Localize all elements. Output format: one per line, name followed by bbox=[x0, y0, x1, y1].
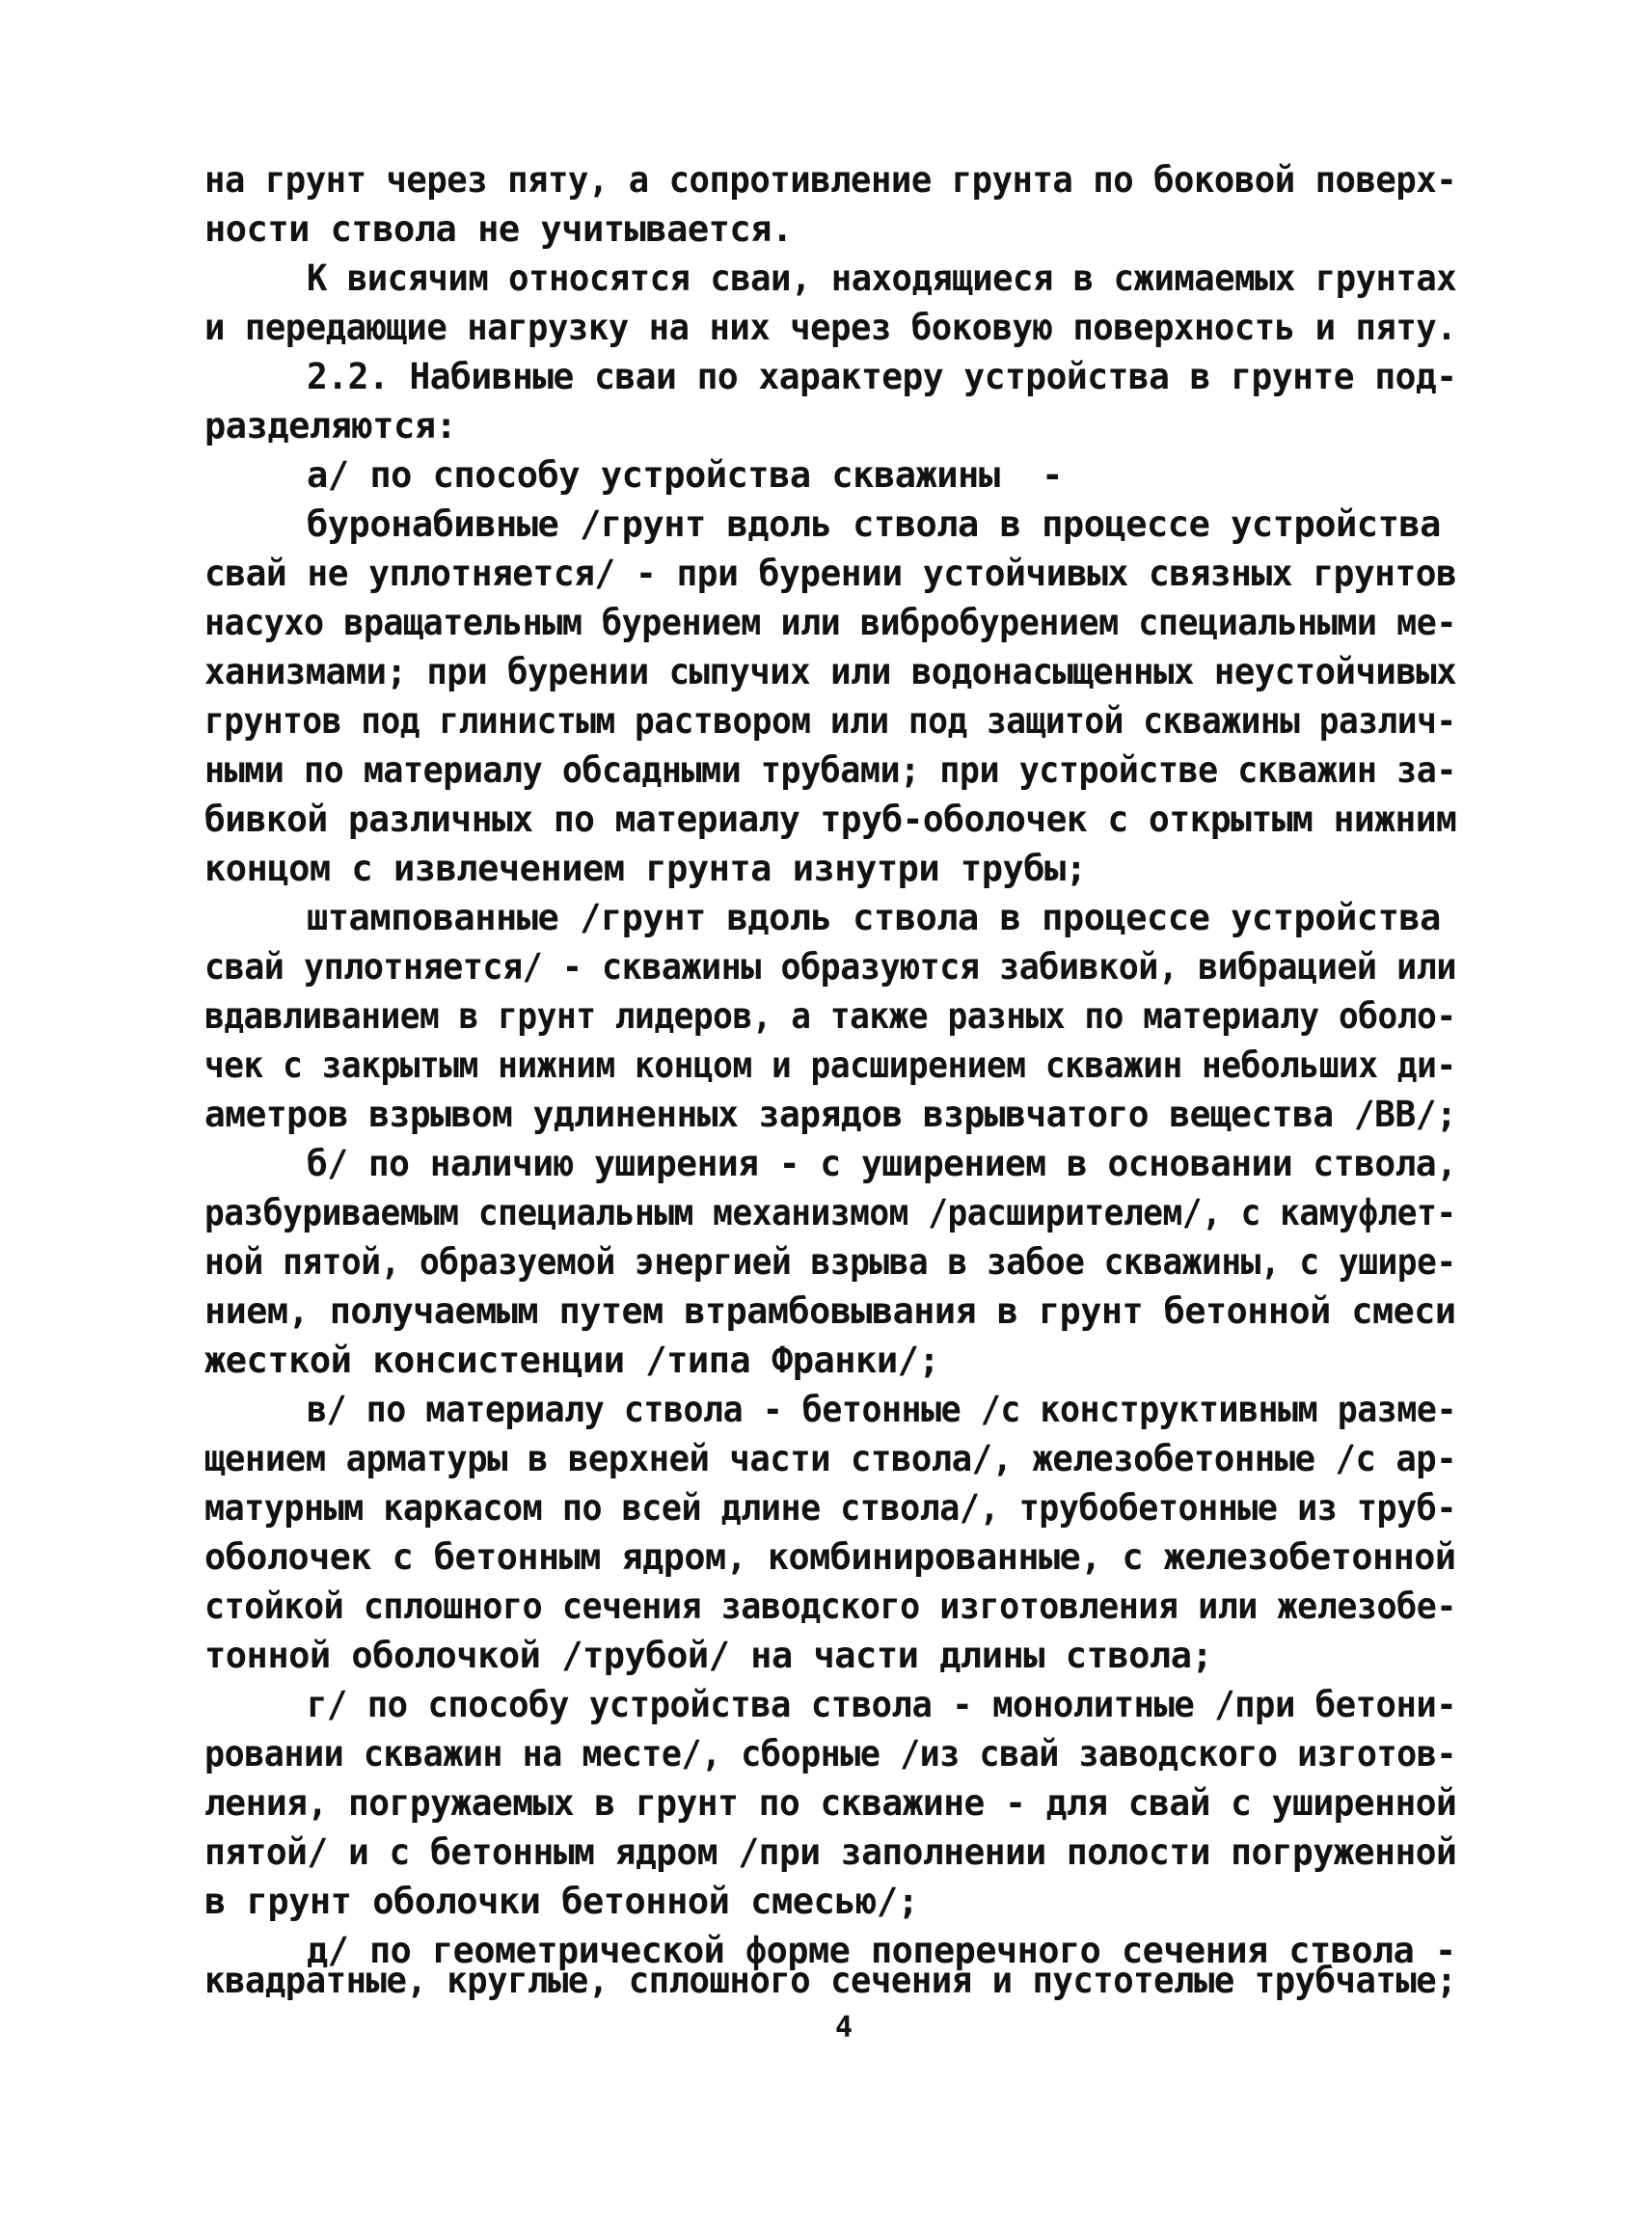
text-line: бивкой различных по материалу труб-оболочек с открытым нижним bbox=[204, 799, 1457, 840]
text-line: чек с закрытым нижним концом и расширением скважин небольших ди- bbox=[204, 1044, 1456, 1086]
text-line: разделяются: bbox=[204, 405, 457, 447]
text-line: б/ по наличию уширения - с уширением в основании ствола, bbox=[307, 1143, 1457, 1184]
text-line: щением арматуры в верхней части ствола/, железобетонные /с ар- bbox=[204, 1438, 1457, 1479]
text-line: в/ по материалу ствола - бетонные /с конструктивным разме- bbox=[307, 1389, 1457, 1430]
text-line: штампованные /грунт вдоль ствола в процессе устройства bbox=[307, 897, 1441, 938]
text-line: свай уплотняется/ - скважины образуются забивкой, вибрацией или bbox=[204, 946, 1456, 988]
text-line: а/ по способу устройства скважины - bbox=[307, 454, 1063, 496]
text-line: разбуриваемым специальным механизмом /расширителем/, с камуфлет- bbox=[204, 1192, 1456, 1233]
text-line: К висячим относятся сваи, находящиеся в сжимаемых грунтах bbox=[307, 257, 1457, 299]
text-line: г/ по способу устройства ствола - монолитные /при бетони- bbox=[307, 1684, 1457, 1725]
text-line: насухо вращательным бурением или вибробурением специальными ме- bbox=[204, 602, 1456, 643]
text-line: буронабивные /грунт вдоль ствола в процессе устройства bbox=[307, 503, 1441, 545]
text-line: 2.2. Набивные сваи по характеру устройства в грунте под- bbox=[307, 356, 1457, 397]
text-line: аметров взрывом удлиненных зарядов взрывчатого вещества /ВВ/; bbox=[204, 1094, 1457, 1135]
text-line: оболочек с бетонным ядром, комбинированные, с железобетонной bbox=[204, 1536, 1456, 1578]
text-line: ханизмами; при бурении сыпучих или водонасыщенных неустойчивых bbox=[204, 651, 1457, 692]
text-line: д/ по геометрической форме поперечного сечения ствола - bbox=[307, 1930, 1456, 1971]
text-line: ной пятой, образуемой энергией взрыва в забое скважины, с ушире- bbox=[204, 1241, 1456, 1283]
text-line: стойкой сплошного сечения заводского изготовления или железобе- bbox=[204, 1585, 1456, 1627]
text-line: пятой/ и с бетонным ядром /при заполнении полости погруженной bbox=[204, 1831, 1457, 1873]
page-number: 4 bbox=[834, 2011, 853, 2045]
text-line: ления, погружаемых в грунт по скважине - для свай с уширенной bbox=[204, 1782, 1457, 1824]
text-line: жесткой консистенции /типа Франки/; bbox=[204, 1340, 940, 1381]
text-line: тонной оболочкой /трубой/ на части длины ствола; bbox=[204, 1635, 1213, 1676]
text-line: нием, получаемым путем втрамбовывания в грунт бетонной смеси bbox=[204, 1290, 1456, 1332]
text-line: квадратные, круглые, сплошного сечения и пустотелые трубчатые; bbox=[204, 1960, 1457, 2001]
text-line: ными по материалу обсадными трубами; при устройстве скважин за- bbox=[204, 749, 1456, 791]
text-line: грунтов под глинистым раствором или под защитой скважины различ- bbox=[204, 700, 1456, 742]
text-line: на грунт через пяту, а сопротивление грунта по боковой поверх- bbox=[204, 159, 1457, 201]
text-line: вдавливанием в грунт лидеров, а также разных по материалу оболо- bbox=[204, 995, 1456, 1037]
text-line: и передающие нагрузку на них через боковую поверхность и пяту. bbox=[204, 307, 1457, 348]
text-line: ровании скважин на месте/, сборные /из свай заводского изготов- bbox=[204, 1733, 1456, 1775]
text-line: ности ствола не учитывается. bbox=[204, 208, 793, 250]
text-line: свай не уплотняется/ - при бурении устойчивых связных грунтов bbox=[204, 553, 1457, 594]
text-line: матурным каркасом по всей длине ствола/, трубобетонные из труб- bbox=[204, 1487, 1456, 1529]
text-line: концом с извлечением грунта изнутри трубы; bbox=[204, 848, 1087, 889]
text-line: в грунт оболочки бетонной смесью/; bbox=[204, 1881, 919, 1922]
